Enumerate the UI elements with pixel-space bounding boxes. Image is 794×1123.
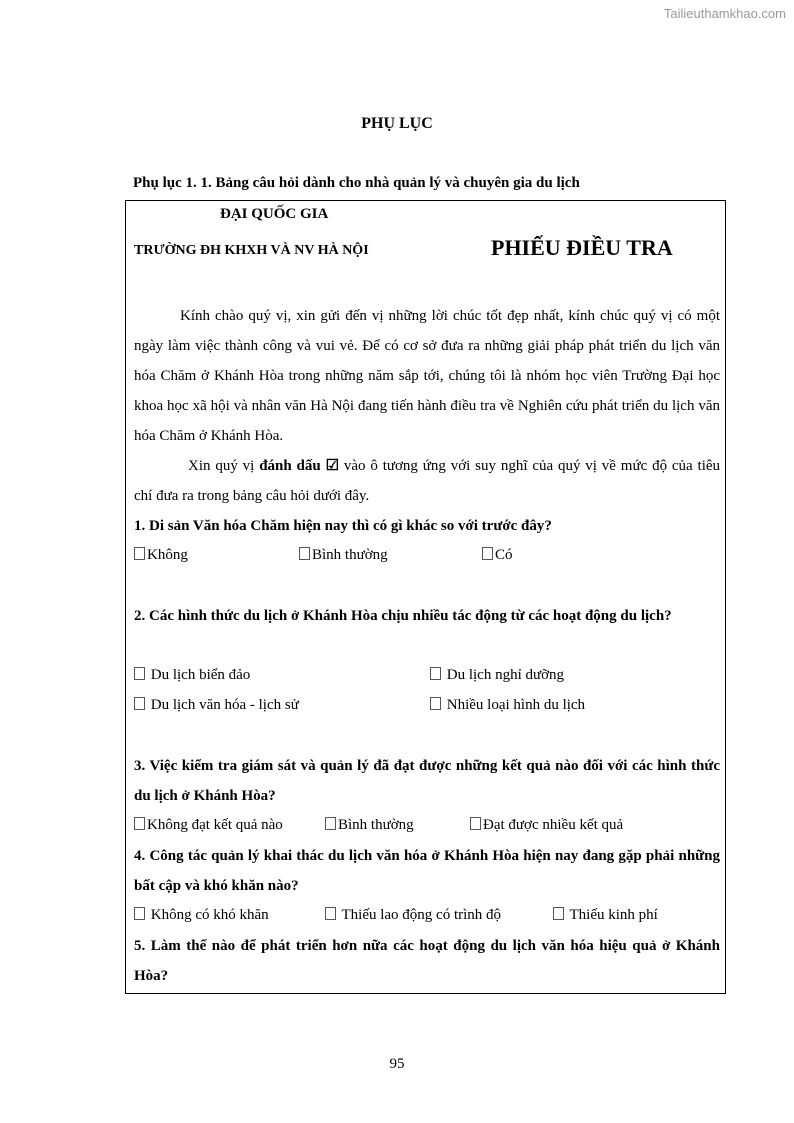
org-line-2: TRƯỜNG ĐH KHXH VÀ NV HÀ NỘI bbox=[134, 243, 369, 258]
intro-paragraph-2 bbox=[134, 451, 720, 511]
checkbox-icon[interactable] bbox=[134, 817, 145, 830]
checked-box-icon: ☑ bbox=[325, 458, 340, 474]
form-title: PHIẾU ĐIỀU TRA bbox=[491, 235, 673, 260]
survey-form-frame bbox=[125, 200, 726, 994]
option-label: Không bbox=[147, 547, 188, 563]
option-label: Nhiều loại hình du lịch bbox=[446, 697, 586, 713]
question-4: 4. Công tác quản lý khai thác du lịch văn hóa ở Khánh Hòa hiện nay đang gặp phải những bất cập và khó khăn nào? bbox=[134, 848, 720, 894]
option-label: Thiếu lao động có trình độ bbox=[341, 907, 502, 923]
question-3: 3. Việc kiểm tra giám sát và quản lý đã đạt được những kết quả nào đối với các hình thức du lịch ở Khánh Hòa? bbox=[134, 758, 720, 804]
option-q2-3[interactable] bbox=[134, 697, 299, 714]
option-label: Du lịch nghỉ dưỡng bbox=[446, 667, 565, 683]
option-q4-2[interactable] bbox=[325, 907, 501, 924]
option-label: Không đạt kết quả nào bbox=[147, 817, 283, 833]
checkbox-icon[interactable] bbox=[134, 907, 145, 920]
intro-p2-after: vào ô tương ứng với suy nghĩ của quý vị về mức độ của tiêu chí đưa ra trong bảng câu hỏi dưới đây. bbox=[134, 458, 721, 504]
option-label: Bình thường bbox=[312, 547, 388, 563]
option-label: Du lịch biển đảo bbox=[150, 667, 251, 683]
intro-paragraph-1: Kính chào quý vị, xin gửi đến vị những lời chúc tốt đẹp nhất, kính chúc quý vị có một ngày làm việc thành công và vui vẻ. Để có cơ sở đưa ra những giải pháp phát triển du lịch văn hóa Chăm ở Khánh Hòa trong những năm sắp tới, chúng tôi là nhóm học viên Trường Đại học khoa học xã hội và nhân văn Hà Nội đang tiến hành điều tra về Nghiên cứu phát triển du lịch văn hóa Chăm ở Khánh Hòa. bbox=[134, 308, 720, 444]
watermark: Tailieuthamkhao.com bbox=[663, 6, 786, 21]
page-title: PHỤ LỤC bbox=[361, 115, 433, 132]
checkbox-icon[interactable] bbox=[553, 907, 564, 920]
checkbox-icon[interactable] bbox=[134, 547, 145, 560]
intro-p2-before: Xin quý vị bbox=[188, 458, 255, 474]
option-q3-1[interactable] bbox=[134, 817, 283, 834]
option-q1-2[interactable] bbox=[299, 547, 388, 564]
checkbox-icon[interactable] bbox=[325, 817, 336, 830]
intro-text bbox=[134, 301, 720, 511]
option-q1-3[interactable] bbox=[482, 547, 513, 564]
option-q2-1[interactable] bbox=[134, 667, 250, 684]
checkbox-icon[interactable] bbox=[299, 547, 310, 560]
option-label: Bình thường bbox=[338, 817, 414, 833]
checkbox-icon[interactable] bbox=[470, 817, 481, 830]
page-number: 95 bbox=[389, 1056, 405, 1072]
intro-p2-bold: đánh dấu bbox=[259, 458, 321, 474]
option-q2-4[interactable] bbox=[430, 697, 585, 714]
checkbox-icon[interactable] bbox=[134, 697, 145, 710]
option-label: Thiếu kinh phí bbox=[569, 907, 658, 923]
checkbox-icon[interactable] bbox=[482, 547, 493, 560]
org-line-1: ĐẠI QUỐC GIA bbox=[220, 206, 329, 222]
question-1: 1. Di sản Văn hóa Chăm hiện nay thì có gì khác so với trước đây? bbox=[134, 518, 552, 534]
option-q3-3[interactable] bbox=[470, 817, 623, 834]
option-q2-2[interactable] bbox=[430, 667, 564, 684]
option-label: Có bbox=[495, 547, 513, 563]
option-label: Du lịch văn hóa - lịch sử bbox=[150, 697, 299, 713]
option-label: Không có khó khăn bbox=[150, 907, 269, 923]
question-2: 2. Các hình thức du lịch ở Khánh Hòa chịu nhiều tác động từ các hoạt động du lịch? bbox=[134, 608, 672, 624]
checkbox-icon[interactable] bbox=[325, 907, 336, 920]
question-5: 5. Làm thế nào để phát triển hơn nữa các hoạt động du lịch văn hóa hiệu quả ở Khánh Hòa? bbox=[134, 938, 720, 984]
option-q3-2[interactable] bbox=[325, 817, 414, 834]
appendix-heading: Phụ lục 1. 1. Bảng câu hỏi dành cho nhà quản lý và chuyên gia du lịch bbox=[133, 175, 580, 191]
checkbox-icon[interactable] bbox=[430, 697, 441, 710]
checkbox-icon[interactable] bbox=[134, 667, 145, 680]
option-q4-1[interactable] bbox=[134, 907, 269, 924]
option-q4-3[interactable] bbox=[553, 907, 658, 924]
option-label: Đạt được nhiều kết quả bbox=[483, 817, 624, 833]
option-q1-1[interactable] bbox=[134, 547, 188, 564]
checkbox-icon[interactable] bbox=[430, 667, 441, 680]
